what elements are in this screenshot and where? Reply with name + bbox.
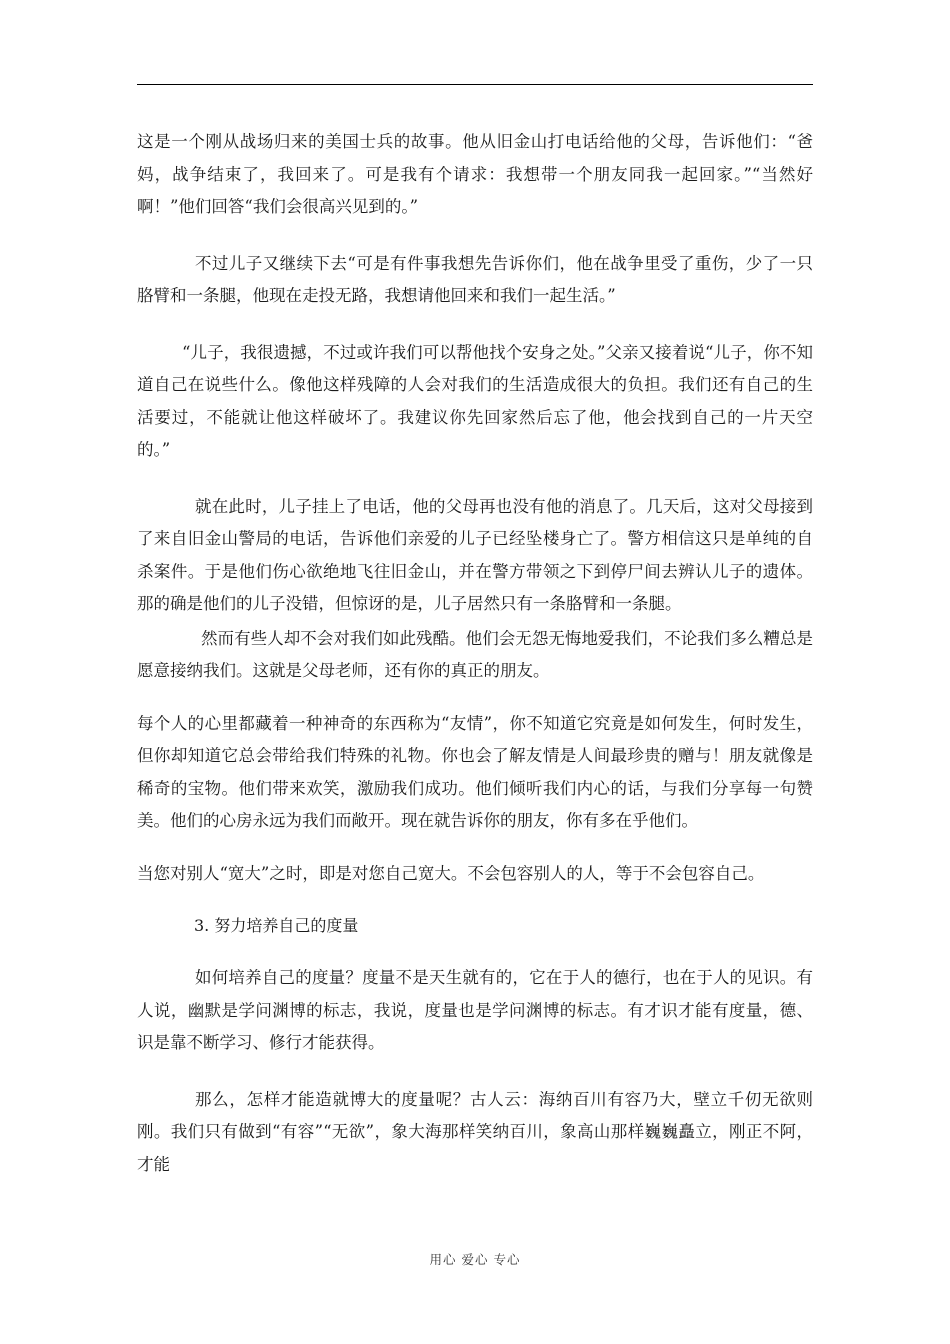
document-body [137, 126, 813, 1181]
paragraph-soldier-story: 这是一个刚从战场归来的美国士兵的故事。他从旧金山打电话给他的父母，告诉他们：“爸妈，战争结束了，我回来了。可是我有个请求：我想带一个朋友同我一起回家。”“当然好啊！”他们回答“我们会很高兴见到的。” [137, 132, 813, 216]
header-rule [137, 84, 813, 85]
page-footer: 用心 爱心 专心 [429, 1252, 521, 1267]
paragraph-friendship: 每个人的心里都藏着一种神奇的东西称为“友情”，你不知道它究竟是如何发生，何时发生，但你却知道它总会带给我们特殊的礼物。你也会了解友情是人间最珍贵的赠与！朋友就像是稀奇的宝物。他们带来欢笑，激励我们成功。他们倾听我们内心的话，与我们分享每一句赞美。他们的心房永远为我们而敞开。现在就告诉你的朋友，你有多在乎他们。 [137, 713, 813, 830]
paragraph-how-to-achieve: 那么，怎样才能造就博大的度量呢？古人云：海纳百川有容乃大，壁立千仞无欲则刚。我们只有做到“有容”“无欲”，象大海那样笑纳百川，象高山那样巍巍矗立，刚正不阿，才能 [137, 1089, 813, 1174]
paragraph-father-reply: “儿子，我很遗撼，不过或许我们可以帮他找个安身之处。”父亲又接着说“儿子，你不知道自己在说些什么。像他这样残障的人会对我们的生活造成很大的负担。我们还有自己的生活要过，不能就让他这样破坏了。我建议你先回家然后忘了他，他会找到自己的一片天空的。” [137, 342, 813, 459]
section-heading: 3. 努力培养自己的度量 [194, 916, 359, 935]
paragraph-tolerance: 当您对别人“宽大”之时，即是对您自己宽大。不会包容别人的人，等于不会包容自己。 [137, 863, 765, 883]
paragraph-people-accept: 然而有些人却不会对我们如此残酷。他们会无怨无悔地爱我们，不论我们多么糟总是愿意接纳我们。这就是父母老师，还有你的真正的朋友。 [137, 628, 813, 680]
paragraph-son-continues: 不过儿子又继续下去“可是有件事我想先告诉你们，他在战争里受了重伤，少了一只胳臂和一条腿，他现在走投无路，我想请他回来和我们一起生活。” [137, 253, 813, 305]
paragraph-cultivate-tolerance: 如何培养自己的度量？度量不是天生就有的，它在于人的德行，也在于人的见识。有人说，幽默是学问渊博的标志，我说，度量也是学问渊博的标志。有才识才能有度量，德、识是靠不断学习、修行才能获得。 [137, 968, 813, 1052]
paragraph-son-hangs-up: 就在此时，儿子挂上了电话，他的父母再也没有他的消息了。几天后，这对父母接到了来自旧金山警局的电话，告诉他们亲爱的儿子已经坠楼身亡了。警方相信这只是单纯的自杀案件。于是他们伤心欲绝地飞往旧金山，并在警方带领之下到停尸间去辨认儿子的遗体。那的确是他们的儿子没错，但惊讶的是，儿子居然只有一条胳臂和一条腿。 [137, 496, 813, 613]
